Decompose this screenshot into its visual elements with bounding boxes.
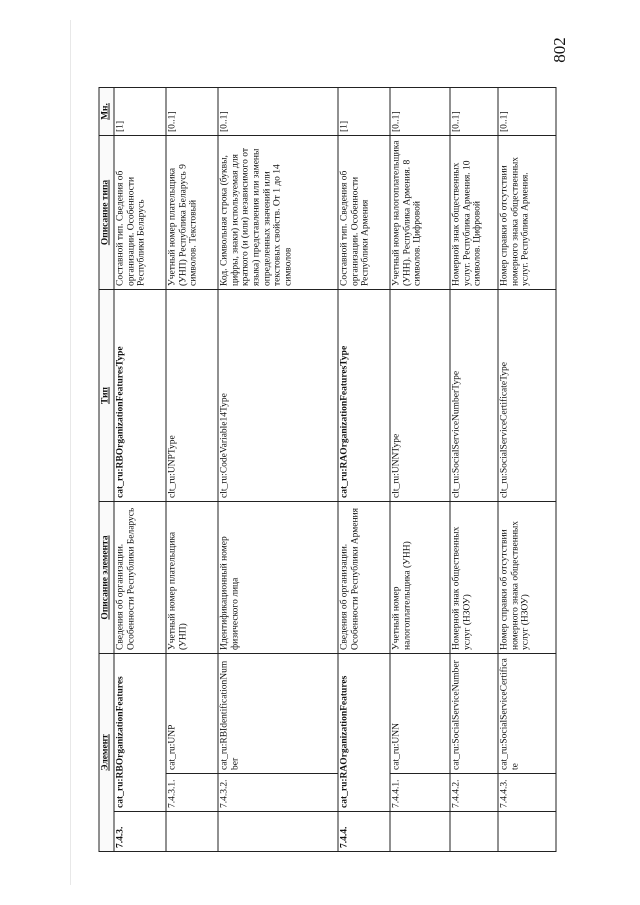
row-element-desc: Номерной знак общественных услуг (НЗОУ): [450, 501, 498, 653]
row-mult: [1]: [338, 87, 390, 135]
row-mult: [0..1]: [390, 87, 450, 135]
row-subnumber: 7.4.4.3.: [498, 774, 556, 812]
rotated-table-container: [99, 88, 546, 852]
row-mult: [0..1]: [166, 87, 218, 135]
row-element-desc: Сведения об организации. Особенности Республики Беларусь: [114, 501, 166, 653]
row-subnumber: 7.4.3.2.: [218, 774, 338, 812]
table-row: [114, 87, 166, 851]
row-element: cat_ru:SocialServiceNumber: [450, 653, 498, 773]
row-type-desc: Составной тип. Сведения об организации. Особенности Республики Армения: [338, 135, 390, 289]
row-number: 7.4.3.: [114, 812, 166, 852]
row-subnumber: 7.4.4.1.: [390, 774, 450, 812]
row-element-desc: Идентификационный номер физического лица: [218, 501, 338, 653]
row-element: cat_ru:RAOrganizationFeatures: [338, 653, 390, 811]
row-type-desc: Учетный номер плательщика (УНП) Республика Беларусь 9 символов. Текстовый: [166, 135, 218, 289]
row-subnumber: 7.4.4.2.: [450, 774, 498, 812]
table-row: [498, 87, 556, 851]
row-indent: [498, 812, 556, 852]
header-element: Элемент: [99, 653, 114, 851]
row-type-desc: Учетный номер налогоплательщика (УНН). Республика Армения. 8 символов. Цифровой: [390, 135, 450, 289]
row-element: cat_ru:RBIdentificationNumber: [218, 653, 338, 773]
row-type: cat_ru:RAOrganizationFeaturesType: [338, 289, 390, 501]
row-indent: [218, 812, 338, 852]
row-type-desc: Номер справки об отсутствии номерного знака общественных услуг. Республика Армения.: [498, 135, 556, 289]
row-indent: [450, 812, 498, 852]
row-element: cat_ru:UNN: [390, 653, 450, 773]
row-type: cat_ru:RBOrganizationFeaturesType: [114, 289, 166, 501]
row-type: clt_ru:UNNType: [390, 289, 450, 501]
row-type: clt_ru:UNPType: [166, 289, 218, 501]
row-type: clt_ru:CodeVariable14Type: [218, 289, 338, 501]
header-element-desc: Описание элемента: [99, 501, 114, 653]
scan-edge-line: [70, 20, 71, 885]
page-number: 802: [550, 37, 569, 63]
table-row: [450, 87, 498, 851]
row-element: cat_ru:RBOrganizationFeatures: [114, 653, 166, 811]
spec-table: [99, 87, 557, 852]
row-element: cat_ru:UNP: [166, 653, 218, 773]
row-mult: [0..1]: [498, 87, 556, 135]
row-mult: [0..1]: [218, 87, 338, 135]
row-type: clt_ru:SocialServiceNumberType: [450, 289, 498, 501]
row-type: clt_ru:SocialServiceCertificateType: [498, 289, 556, 501]
table-row: [166, 87, 218, 851]
table-row: [390, 87, 450, 851]
row-number: 7.4.4.: [338, 812, 390, 852]
header-type-desc: Описание типа: [99, 135, 114, 289]
row-type-desc: Номерной знак общественных услуг. Республика Армения. 10 символов. Цифровой: [450, 135, 498, 289]
row-indent: [166, 812, 218, 852]
row-element-desc: Учетный номер налогоплательщика (УНН): [390, 501, 450, 653]
row-subnumber: 7.4.3.1.: [166, 774, 218, 812]
header-type: Тип: [99, 289, 114, 501]
row-element-desc: Учетный номер плательщика (УНП): [166, 501, 218, 653]
table-row: [338, 87, 390, 851]
row-indent: [390, 812, 450, 852]
table-header-row: [99, 87, 114, 851]
row-element: cat_ru:SocialServiceCertificate: [498, 653, 556, 773]
header-mult: Мн.: [99, 87, 114, 135]
row-mult: [1]: [114, 87, 166, 135]
row-element-desc: Сведения об организации. Особенности Республики Армения: [338, 501, 390, 653]
row-type-desc: Код. Символьная строка (буквы, цифры, знаки) используемая для краткого (и (или) независимого от языка) представления или замены определенных значений или текстовых свойств. От 1 до 14 символов: [218, 135, 338, 289]
table-row: [218, 87, 338, 851]
row-type-desc: Составной тип. Сведения об организации. Особенности Республики Беларусь: [114, 135, 166, 289]
row-element-desc: Номер справки об отсутствии номерного знака общественных услуг (НЗОУ): [498, 501, 556, 653]
row-mult: [0..1]: [450, 87, 498, 135]
